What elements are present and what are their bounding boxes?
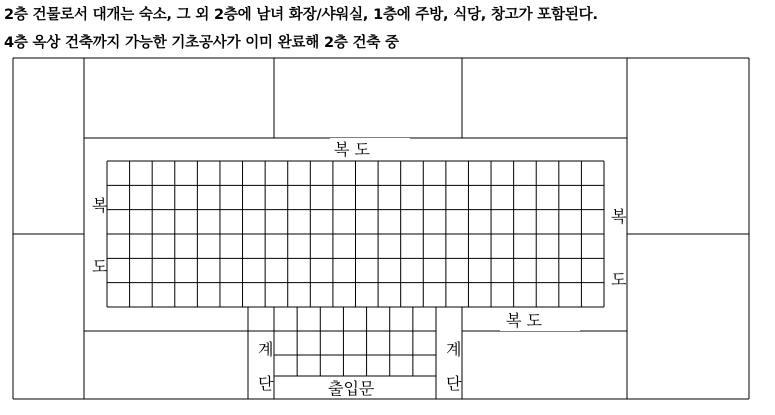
description-line-2: 4층 옥상 건축까지 가능한 기초공사가 이미 완료해 2층 건축 중 xyxy=(4,35,399,51)
courtyard-grid xyxy=(107,161,604,307)
corridor-right-label-2: 도 xyxy=(611,270,627,289)
stair-treads xyxy=(274,307,436,376)
corridor-left-label-2: 도 xyxy=(92,257,108,276)
stairs-right-label-2: 단 xyxy=(446,374,462,393)
description-line-1: 2층 건물로서 대개는 숙소, 그 외 2층에 남녀 화장/샤워실, 1층에 주방, 식당, 창고가 포함된다. xyxy=(4,7,598,23)
corridor-bottom-label: 복 도 xyxy=(506,311,542,330)
floor-plan-labels xyxy=(92,138,627,398)
corridor-right-label-1: 복 xyxy=(611,207,627,226)
stairs-left-label-1: 계 xyxy=(258,340,274,359)
floor-plan-walls xyxy=(13,58,749,399)
corridor-top-label: 복 도 xyxy=(334,140,370,159)
stairs-left-label-2: 단 xyxy=(258,374,274,393)
stairs-right-label-1: 계 xyxy=(446,340,462,359)
corridor-left-label-1: 복 xyxy=(92,196,108,215)
entrance-label: 출입문 xyxy=(328,379,375,398)
